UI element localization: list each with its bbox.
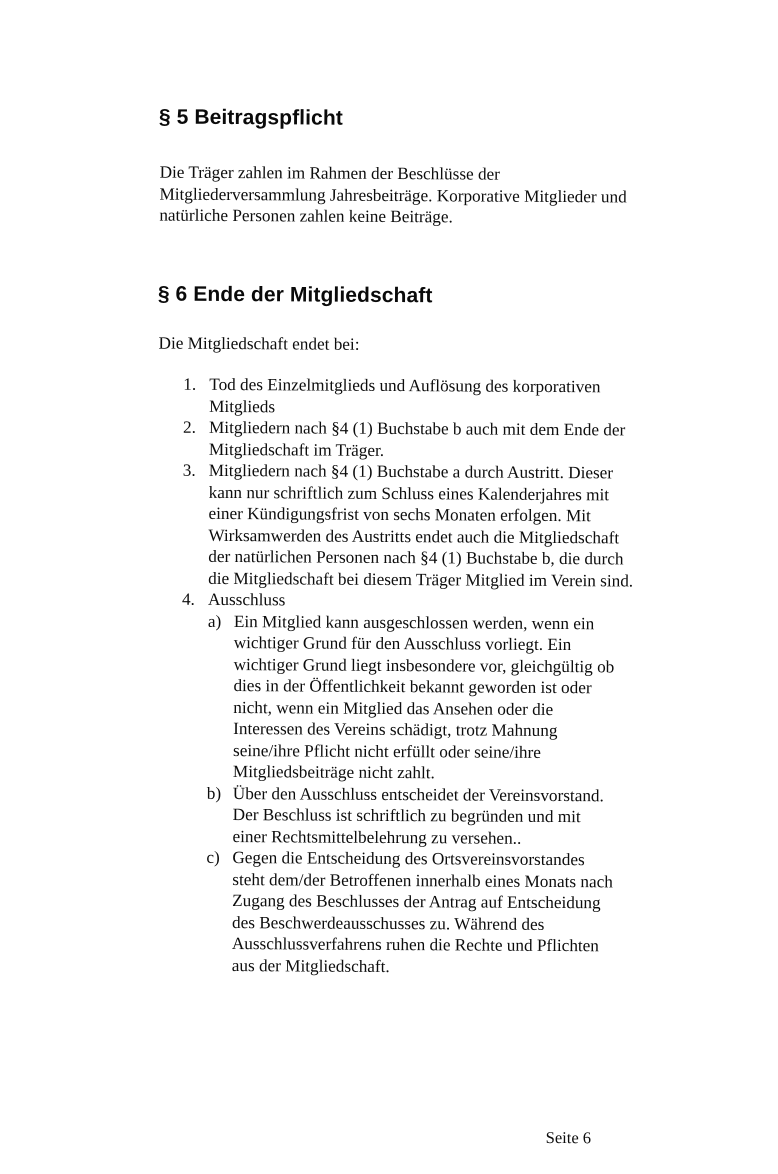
sublist-item bbox=[206, 782, 618, 849]
list-item bbox=[183, 417, 635, 463]
list-item-text: Ausschluss bbox=[207, 589, 286, 610]
sublist-marker: a) bbox=[207, 611, 222, 631]
sublist-item-text: Über den Ausschluss entscheidet der Vereinsvorstand. Der Beschluss ist schriftlich zu begründen und mit einer Rechtsmittelbelehrung zu versehen.. bbox=[232, 783, 604, 848]
exclusion-sublist bbox=[206, 610, 620, 978]
sublist-item-text: Gegen die Entscheidung des Ortsvereinsvorstandes steht dem/der Betroffenen innerhalb eines Monats nach Zugang des Beschlusses der Antrag auf Entscheidung des Beschwerdeausschusses zu. Während des Ausschlussverfahrens ruhen die Rechte und Pflichten aus der Mitgliedschaft. bbox=[231, 848, 613, 976]
list-item bbox=[182, 460, 635, 592]
sublist-marker: c) bbox=[206, 847, 220, 867]
list-item bbox=[180, 589, 634, 979]
list-marker: 1. bbox=[183, 374, 197, 394]
list-item-text: Mitgliedern nach §4 (1) Buchstabe b auch mit dem Ende der Mitgliedschaft im Träger. bbox=[208, 417, 626, 460]
section-heading-paragraph-5: § 5 Beitragspflicht bbox=[158, 105, 343, 130]
sublist-marker: b) bbox=[206, 783, 222, 803]
section-heading-paragraph-6: § 6 Ende der Mitgliedschaft bbox=[157, 282, 433, 308]
list-item-text: Mitgliedern nach §4 (1) Buchstabe a durch Austritt. Dieser kann nur schriftlich zum Schluss eines Kalenderjahres mit einer Kündigungsfrist von sechs Monaten erfolgen. Mit Wirksamwerden des Austritts endet auch die Mitgliedschaft der natürlichen Personen nach §4 (1) Buchstabe b, die durch die Mitgliedschaft bei diesem Träger Mitglied im Verein sind. bbox=[208, 460, 634, 590]
list-marker: 4. bbox=[181, 589, 195, 609]
section-5-body-paragraph: Die Träger zahlen im Rahmen der Beschlüsse der Mitgliederversammlung Jahresbeiträge. Korporative Mitglieder und natürliche Personen zahlen keine Beiträge. bbox=[159, 162, 627, 227]
list-item bbox=[183, 374, 635, 420]
list-marker: 2. bbox=[182, 417, 196, 437]
section-6-intro-paragraph: Die Mitgliedschaft endet bei: bbox=[158, 333, 360, 354]
sublist-item-text: Ein Mitglied kann ausgeschlossen werden, wenn ein wichtiger Grund für den Ausschluss vorliegt. Ein wichtiger Grund liegt insbesondere vor, gleichgültig ob dies in der Öffentlichkeit bekannt geworden ist oder nicht, wenn ein Mitglied das Ansehen oder die Interessen des Vereins schädigt, trotz Mahnung seine/ihre Pflicht nicht erfüllt oder seine/ihre Mitgliedsbeiträge nicht zahlt. bbox=[232, 611, 615, 783]
list-item-text: Tod des Einzelmitglieds und Auflösung des korporativen Mitglieds bbox=[209, 374, 601, 416]
sublist-item bbox=[207, 610, 620, 785]
page-number-footer: Seite 6 bbox=[545, 1127, 592, 1148]
sublist-item bbox=[206, 847, 619, 979]
list-marker: 3. bbox=[182, 460, 196, 480]
membership-termination-list bbox=[180, 374, 636, 979]
